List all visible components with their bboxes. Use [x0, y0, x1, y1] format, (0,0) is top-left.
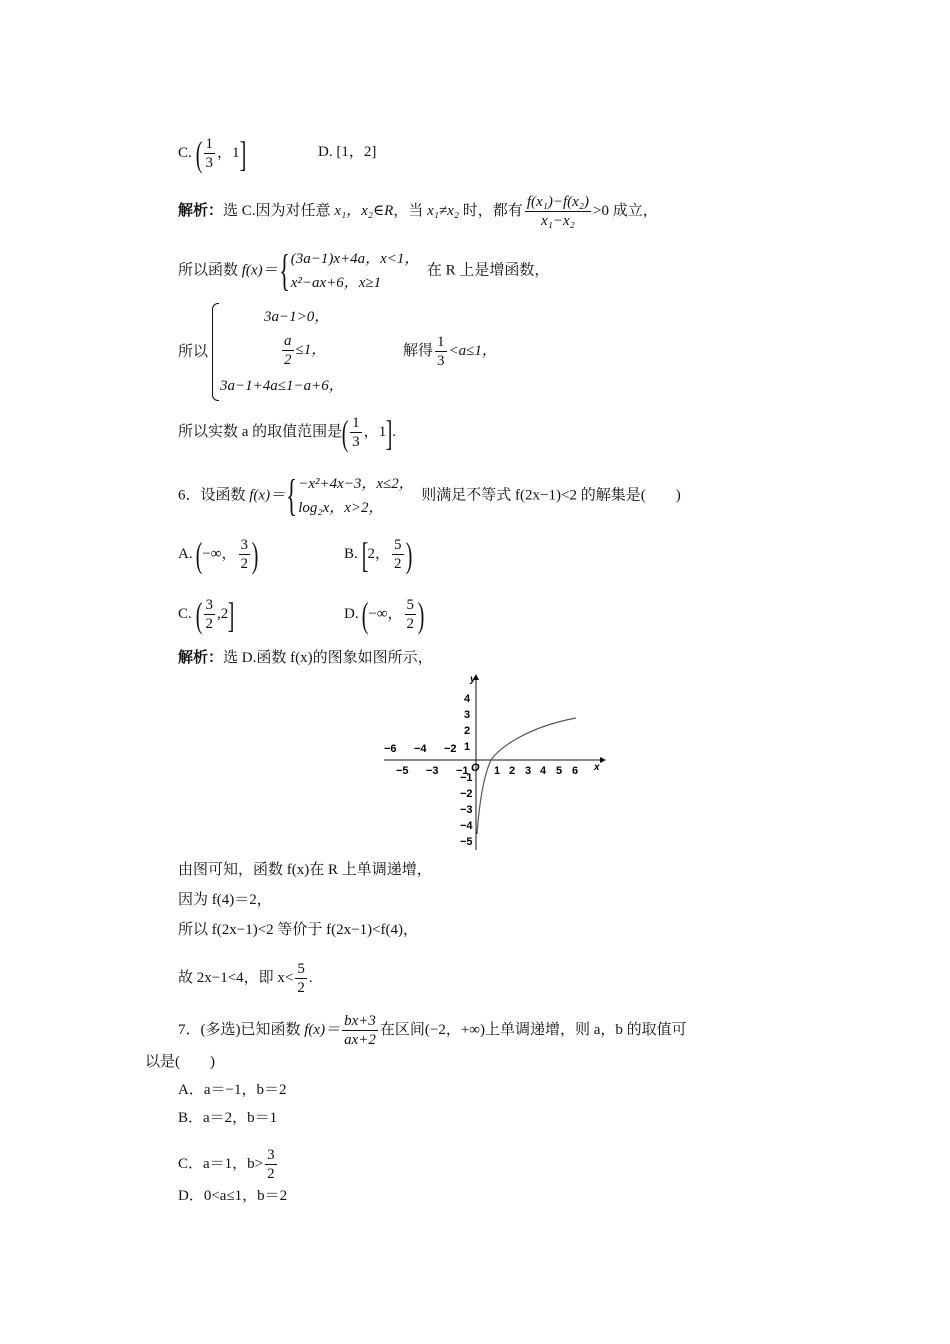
svg-text:−3: −3	[460, 804, 473, 816]
svg-text:4: 4	[540, 765, 547, 777]
q5-option-d: D. [1，2]	[318, 144, 377, 160]
q6-option-d: D. (−∞， $\frac{5}{2}$ )	[344, 594, 425, 635]
fraction-one-third: $\frac{1}{3}$	[205, 136, 214, 171]
svg-text:2: 2	[509, 765, 516, 777]
y-ticks-negative	[460, 772, 473, 848]
svg-text:3: 3	[464, 709, 471, 721]
x-axis-label: x	[594, 762, 600, 773]
x-axis-arrow-icon	[600, 757, 606, 763]
q5-system-eq1: 3a−1>0，	[264, 309, 330, 325]
svg-text:−4: −4	[460, 820, 473, 832]
svg-text:−5: −5	[460, 836, 473, 848]
svg-text:−4: −4	[414, 743, 427, 755]
q6-option-a: A. (−∞， $\frac{3}{2}$ )	[178, 534, 259, 575]
svg-text:−2: −2	[444, 743, 457, 755]
svg-text:4: 4	[464, 693, 471, 705]
q5-system-eq2: $\frac{a}{2}$ ≤1，	[284, 333, 327, 368]
q5-solution-line2: 所以函数 f(x)＝{ (3a−1)x+4a，x<1， x²−ax+6，x≥1 在 R 上是增函数，	[178, 246, 550, 295]
q6-solution-line3: 因为 f(4)＝2，	[178, 892, 272, 908]
q6-stem: 6．设函数 f(x)＝{ −x²+4x−3，x≤2， log₂x，x>2， 则满足不等式 f(2x−1)<2 的解集是( )	[178, 471, 681, 520]
x-ticks-negative-lower	[396, 765, 469, 777]
svg-text:−1: −1	[456, 765, 469, 777]
q7-option-b: B．a＝2，b＝1	[178, 1110, 278, 1126]
q5-solution-line1: 解析：选 C.因为对任意 x₁，x₂∈R，当 x₁≠x₂ 时，都有 $\frac{\text{f(x₁)−f(x₂)}}{\text{x₁−x₂}}$ >0 成立，	[178, 194, 658, 229]
svg-text:3: 3	[525, 765, 532, 777]
q5-solution-result: 解得 $\frac{1}{3}$ <a≤1，	[403, 334, 497, 369]
q5-system-eq3: 3a−1+4a≤1−a+6，	[220, 378, 344, 394]
q7-option-d: D．0<a≤1，b＝2	[178, 1188, 288, 1204]
q7-option-a: A．a＝−1，b＝2	[178, 1082, 287, 1098]
q6-solution-line1: 解析：选 D.函数 f(x)的图象如图所示，	[178, 650, 433, 666]
q7-stem-line1: 7．(多选)已知函数 f(x)＝ $\frac{bx+3}{ax+2}$ 在区间(−2，+∞)上单调递增，则 a，b 的取值可	[178, 1013, 687, 1048]
q5-solution-line3-label: 所以	[178, 344, 209, 360]
y-ticks-positive	[464, 693, 471, 753]
q6-option-b: B. [2， $\frac{5}{2}$ )	[344, 534, 412, 575]
q6-solution-line4: 所以 f(2x−1)<2 等价于 f(2x−1)<f(4)，	[178, 922, 419, 938]
svg-text:5: 5	[556, 765, 563, 777]
q6-solution-line5: 故 2x−1<4，即 x< $\frac{5}{2}$ .	[178, 961, 313, 996]
svg-text:−3: −3	[426, 765, 439, 777]
svg-text:−5: −5	[396, 765, 409, 777]
q7-option-c: C．a＝1，b> $\frac{3}{2}$	[178, 1147, 275, 1182]
function-graph	[378, 672, 610, 854]
origin-label: O	[471, 762, 480, 774]
y-axis-label: y	[470, 674, 476, 685]
x-ticks-positive	[494, 765, 578, 777]
piecewise-function-q5: (3a−1)x+4a，x<1， x²−ax+6，x≥1	[290, 251, 420, 291]
q7-stem-line2: 以是( )	[145, 1054, 215, 1070]
q5-option-c: C. ( $\frac{1}{3}$ ，1]	[178, 133, 246, 174]
svg-text:−2: −2	[460, 788, 473, 800]
svg-text:−6: −6	[384, 743, 397, 755]
q6-option-c: C. ( $\frac{3}{2}$ ,2]	[178, 594, 235, 635]
svg-text:−1: −1	[460, 772, 473, 784]
x-ticks-negative-upper	[384, 743, 457, 755]
difference-quotient: $\frac{\text{f(x₁)−f(x₂)}}{\text{x₁−x₂}}$	[526, 194, 589, 229]
piecewise-function-q6: −x²+4x−3，x≤2， log₂x，x>2，	[298, 476, 414, 516]
svg-text:1: 1	[464, 741, 471, 753]
q6-solution-line2: 由图可知，函数 f(x)在 R 上单调递增，	[178, 862, 432, 878]
q5-solution-line4: 所以实数 a 的取值范围是( $\frac{1}{3}$ ，1].	[178, 412, 396, 453]
system-brace	[212, 303, 219, 401]
svg-text:1: 1	[494, 765, 501, 777]
svg-text:6: 6	[572, 765, 579, 777]
svg-text:2: 2	[464, 725, 471, 737]
